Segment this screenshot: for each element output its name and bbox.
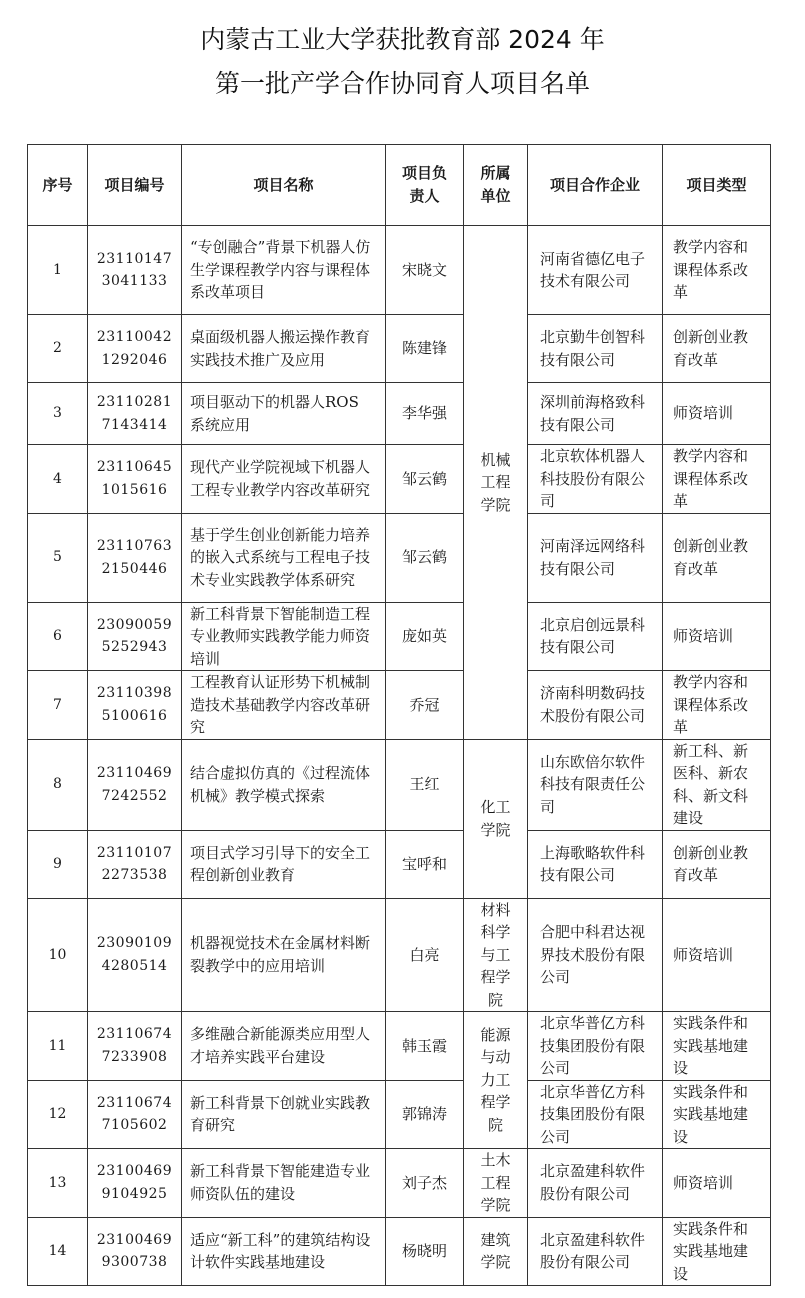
cell-no: 3 <box>28 383 88 445</box>
cell-type: 实践条件和实践基地建设 <box>663 1012 771 1081</box>
cell-person: 王红 <box>386 739 464 830</box>
cell-no: 7 <box>28 671 88 740</box>
cell-no: 10 <box>28 898 88 1012</box>
cell-type: 师资培训 <box>663 383 771 445</box>
cell-person: 韩玉霞 <box>386 1012 464 1081</box>
project-list-table <box>27 144 771 1286</box>
cell-name: 项目驱动下的机器人ROS 系统应用 <box>182 383 386 445</box>
cell-person: 邹云鹤 <box>386 445 464 514</box>
cell-unit: 化工学院 <box>464 739 528 898</box>
cell-name: 基于学生创业创新能力培养的嵌入式系统与工程电子技术专业实践教学体系研究 <box>182 513 386 602</box>
cell-person: 邹云鹤 <box>386 513 464 602</box>
cell-unit: 机械工程学院 <box>464 226 528 740</box>
cell-company: 北京启创远景科技有限公司 <box>528 602 663 671</box>
cell-unit: 能源与动力工程学院 <box>464 1012 528 1149</box>
cell-company: 北京华普亿方科技集团股份有限公司 <box>528 1012 663 1081</box>
cell-no: 6 <box>28 602 88 671</box>
cell-no: 5 <box>28 513 88 602</box>
cell-code: 23110469 7242552 <box>88 739 182 830</box>
cell-company: 深圳前海格致科技有限公司 <box>528 383 663 445</box>
cell-code: 23100469 9300738 <box>88 1217 182 1286</box>
cell-code: 23110645 1015616 <box>88 445 182 514</box>
cell-no: 2 <box>28 315 88 383</box>
cell-name: 工程教育认证形势下机械制造技术基础教学内容改革研究 <box>182 671 386 740</box>
cell-company: 北京勤牛创智科技有限公司 <box>528 315 663 383</box>
table-row <box>28 898 771 1012</box>
table-row <box>28 830 771 898</box>
document-title-line-2: 第一批产学合作协同育人项目名单 <box>214 69 590 98</box>
table-row <box>28 739 771 830</box>
cell-person: 陈建锋 <box>386 315 464 383</box>
cell-code: 23110674 7105602 <box>88 1080 182 1149</box>
cell-type: 教学内容和课程体系改革 <box>663 671 771 740</box>
table-row <box>28 383 771 445</box>
cell-type: 师资培训 <box>663 1149 771 1218</box>
cell-name: 机器视觉技术在金属材料断裂教学中的应用培训 <box>182 898 386 1012</box>
cell-person: 郭锦涛 <box>386 1080 464 1149</box>
cell-code: 23100469 9104925 <box>88 1149 182 1218</box>
cell-company: 河南省德亿电子技术有限公司 <box>528 226 663 315</box>
cell-code: 23110398 5100616 <box>88 671 182 740</box>
cell-unit: 土木工程学院 <box>464 1149 528 1218</box>
header-code: 项目编号 <box>88 145 182 226</box>
cell-person: 李华强 <box>386 383 464 445</box>
cell-type: 创新创业教育改革 <box>663 315 771 383</box>
cell-code: 23110147 3041133 <box>88 226 182 315</box>
cell-person: 庞如英 <box>386 602 464 671</box>
cell-unit: 材料科学与工程学院 <box>464 898 528 1012</box>
header-name: 项目名称 <box>182 145 386 226</box>
cell-name: 桌面级机器人搬运操作教育实践技术推广及应用 <box>182 315 386 383</box>
cell-type: 新工科、新医科、新农科、新文科建设 <box>663 739 771 830</box>
table-row <box>28 602 771 671</box>
table-header-row <box>28 145 771 226</box>
cell-code: 23110107 2273538 <box>88 830 182 898</box>
cell-name: 适应“新工科”的建筑结构设计软件实践基地建设 <box>182 1217 386 1286</box>
cell-name: 新工科背景下智能制造工程专业教师实践教学能力师资培训 <box>182 602 386 671</box>
table-row <box>28 226 771 315</box>
cell-type: 教学内容和课程体系改革 <box>663 226 771 315</box>
cell-no: 11 <box>28 1012 88 1081</box>
cell-type: 师资培训 <box>663 898 771 1012</box>
cell-person: 宝呼和 <box>386 830 464 898</box>
cell-company: 河南泽远网络科技有限公司 <box>528 513 663 602</box>
cell-person: 杨晓明 <box>386 1217 464 1286</box>
header-no: 序号 <box>28 145 88 226</box>
cell-company: 北京华普亿方科技集团股份有限公司 <box>528 1080 663 1149</box>
cell-type: 创新创业教育改革 <box>663 513 771 602</box>
cell-person: 白亮 <box>386 898 464 1012</box>
cell-company: 济南科明数码技术股份有限公司 <box>528 671 663 740</box>
cell-no: 13 <box>28 1149 88 1218</box>
cell-unit: 建筑学院 <box>464 1217 528 1286</box>
cell-company: 上海歌略软件科技有限公司 <box>528 830 663 898</box>
table-row <box>28 1217 771 1286</box>
cell-name: 结合虚拟仿真的《过程流体机械》教学模式探索 <box>182 739 386 830</box>
table-row <box>28 1012 771 1081</box>
cell-company: 北京盈建科软件股份有限公司 <box>528 1217 663 1286</box>
cell-no: 14 <box>28 1217 88 1286</box>
cell-type: 教学内容和课程体系改革 <box>663 445 771 514</box>
cell-no: 4 <box>28 445 88 514</box>
cell-type: 实践条件和实践基地建设 <box>663 1080 771 1149</box>
cell-no: 1 <box>28 226 88 315</box>
cell-code: 23110763 2150446 <box>88 513 182 602</box>
cell-company: 合肥中科君达视界技术股份有限公司 <box>528 898 663 1012</box>
cell-company: 山东欧倍尔软件科技有限责任公司 <box>528 739 663 830</box>
cell-type: 实践条件和实践基地建设 <box>663 1217 771 1286</box>
table-row <box>28 513 771 602</box>
cell-code: 23110042 1292046 <box>88 315 182 383</box>
header-person: 项目负责人 <box>386 145 464 226</box>
table-row <box>28 1080 771 1149</box>
cell-person: 刘子杰 <box>386 1149 464 1218</box>
cell-name: 现代产业学院视域下机器人工程专业教学内容改革研究 <box>182 445 386 514</box>
cell-code: 23110674 7233908 <box>88 1012 182 1081</box>
header-type: 项目类型 <box>663 145 771 226</box>
table-row <box>28 315 771 383</box>
cell-name: 多维融合新能源类应用型人才培养实践平台建设 <box>182 1012 386 1081</box>
table-row <box>28 1149 771 1218</box>
cell-code: 23110281 7143414 <box>88 383 182 445</box>
cell-type: 师资培训 <box>663 602 771 671</box>
cell-no: 9 <box>28 830 88 898</box>
cell-name: 新工科背景下创就业实践教育研究 <box>182 1080 386 1149</box>
cell-name: 新工科背景下智能建造专业师资队伍的建设 <box>182 1149 386 1218</box>
cell-code: 23090059 5252943 <box>88 602 182 671</box>
cell-company: 北京盈建科软件股份有限公司 <box>528 1149 663 1218</box>
cell-type: 创新创业教育改革 <box>663 830 771 898</box>
cell-person: 乔冠 <box>386 671 464 740</box>
cell-company: 北京软体机器人科技股份有限公司 <box>528 445 663 514</box>
cell-person: 宋晓文 <box>386 226 464 315</box>
header-company: 项目合作企业 <box>528 145 663 226</box>
cell-code: 23090109 4280514 <box>88 898 182 1012</box>
cell-name: 项目式学习引导下的安全工程创新创业教育 <box>182 830 386 898</box>
document-title-line-1: 内蒙古工业大学获批教育部 2024 年 <box>200 25 605 54</box>
table-row <box>28 671 771 740</box>
cell-name: “专创融合”背景下机器人仿生学课程教学内容与课程体系改革项目 <box>182 226 386 315</box>
header-unit: 所属单位 <box>464 145 528 226</box>
cell-no: 12 <box>28 1080 88 1149</box>
cell-no: 8 <box>28 739 88 830</box>
table-row <box>28 445 771 514</box>
